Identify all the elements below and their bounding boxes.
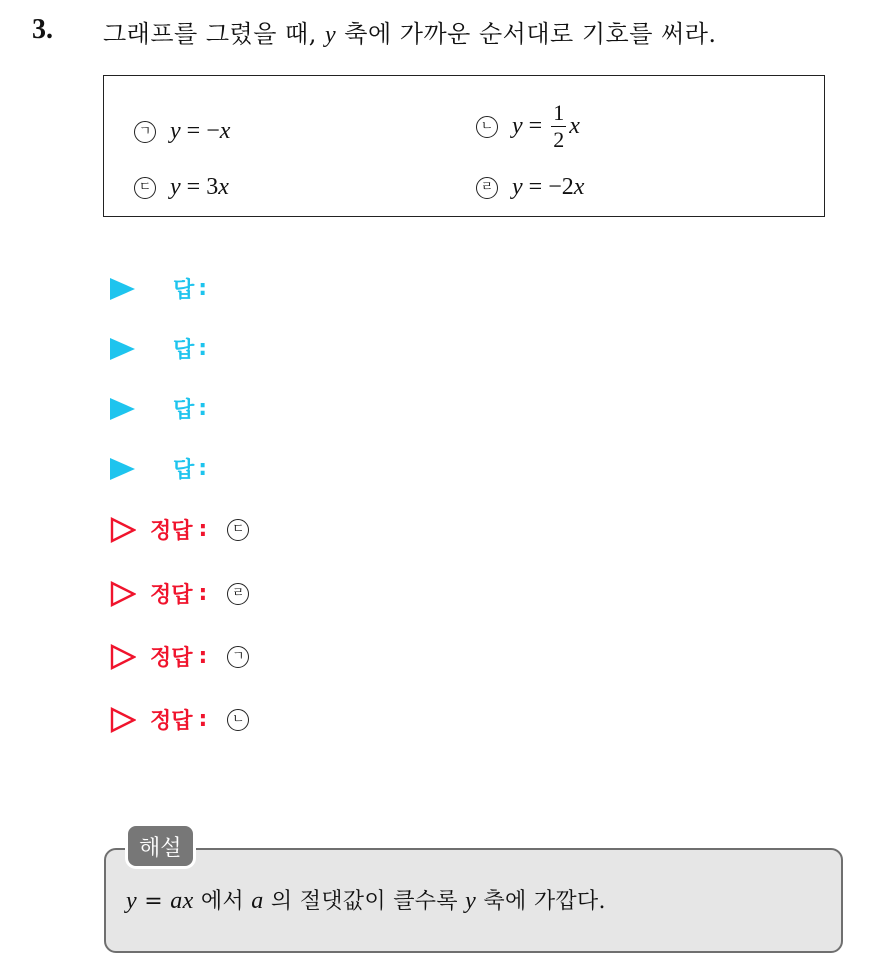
correct-colon: :	[198, 517, 208, 542]
correct-colon: :	[198, 707, 208, 732]
answer-colon: :	[198, 336, 208, 361]
correct-label: 정답	[150, 583, 193, 608]
play-triangle-icon	[110, 458, 135, 480]
play-triangle-icon	[110, 398, 135, 420]
choice-c	[134, 174, 229, 201]
answer-blank-row[interactable]	[110, 453, 207, 484]
choice-c-marker: ㄷ	[134, 177, 156, 199]
correct-label: 정답	[150, 519, 193, 544]
correct-value: ㄱ	[227, 645, 249, 668]
correct-colon: :	[198, 581, 208, 606]
choice-a-marker: ㄱ	[134, 121, 156, 143]
correct-answer-row	[110, 704, 249, 735]
correct-label: 정답	[150, 646, 193, 671]
play-triangle-icon	[110, 278, 135, 300]
answer-blank-row[interactable]	[110, 393, 207, 424]
explanation-tag: 해설	[128, 826, 193, 866]
explanation-text: y = ax 에서 a 의 절댓값이 클수록 y 축에 가깝다.	[126, 888, 606, 914]
choice-a-equation: y = −x	[170, 118, 231, 144]
question-text-after: 축에 가까운 순서대로 기호를 써라.	[344, 20, 717, 48]
correct-answer-row	[110, 514, 249, 545]
choice-d-marker: ㄹ	[476, 177, 498, 199]
answer-blank-row[interactable]	[110, 333, 207, 364]
correct-answer-row	[110, 578, 249, 609]
answer-label: 답	[173, 278, 195, 303]
outline-triangle-icon	[110, 644, 136, 670]
correct-answer-row	[110, 641, 249, 672]
correct-value: ㄹ	[227, 582, 249, 605]
choices-box	[103, 75, 825, 217]
answer-label: 답	[173, 398, 195, 423]
question-text-before: 그래프를 그렸을 때,	[103, 20, 317, 48]
question-variable: y	[325, 22, 337, 48]
choice-b-fraction: $\frac{1}{2}$	[553, 100, 565, 152]
answer-label: 답	[173, 338, 195, 363]
choice-d	[476, 174, 584, 201]
correct-value: ㄷ	[227, 518, 249, 541]
play-triangle-icon	[110, 338, 135, 360]
question-number: 3.	[32, 14, 53, 45]
choice-b-marker: ㄴ	[476, 116, 498, 138]
answer-blank-row[interactable]	[110, 273, 207, 304]
correct-colon: :	[198, 644, 208, 669]
choice-a	[134, 118, 230, 145]
question-text	[103, 14, 717, 49]
correct-value: ㄴ	[227, 708, 249, 731]
choice-c-equation: y = 3x	[170, 174, 229, 200]
outline-triangle-icon	[110, 517, 136, 543]
outline-triangle-icon	[110, 581, 136, 607]
answer-colon: :	[198, 396, 208, 421]
choice-d-equation: y = −2x	[512, 174, 585, 200]
answer-colon: :	[198, 276, 208, 301]
outline-triangle-icon	[110, 707, 136, 733]
correct-label: 정답	[150, 709, 193, 734]
choice-b-equation: y = $\frac{1}{2}$ x	[512, 100, 580, 152]
answer-label: 답	[173, 458, 195, 483]
answer-colon: :	[198, 456, 208, 481]
choice-b	[476, 102, 580, 151]
